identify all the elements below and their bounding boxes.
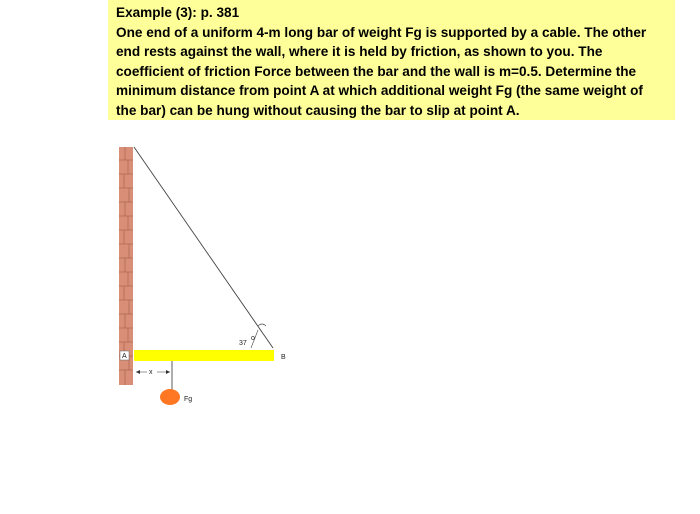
weight-label: Fg xyxy=(184,396,193,403)
degree-mark: o xyxy=(251,335,255,342)
problem-text-line: the bar) can be hung without causing the bar to slip at point A. xyxy=(116,102,520,118)
problem-text-line: coefficient of friction Force between the bar and the wall is m=0.5. Determine the xyxy=(116,63,637,79)
angle-label: 37 xyxy=(239,340,247,347)
problem-text-line: minimum distance from point A at which additional weight Fg (the same weight of xyxy=(116,83,643,98)
label-a: A xyxy=(122,353,127,360)
angle-arc xyxy=(258,324,266,326)
hanging-weight xyxy=(160,389,180,405)
brick-wall xyxy=(119,147,133,385)
distance-label: x xyxy=(149,369,153,376)
problem-title: Example (3): p. 381 xyxy=(116,5,240,20)
problem-text-line: end rests against the wall, where it is held by friction, as shown to you. The xyxy=(116,44,603,59)
bar xyxy=(134,350,274,361)
problem-text-line: One end of a uniform 4-m long bar of weight Fg is supported by a cable. The other xyxy=(116,24,647,40)
label-b: B xyxy=(281,354,286,361)
wall-body xyxy=(119,147,133,385)
cable-line xyxy=(134,147,273,348)
